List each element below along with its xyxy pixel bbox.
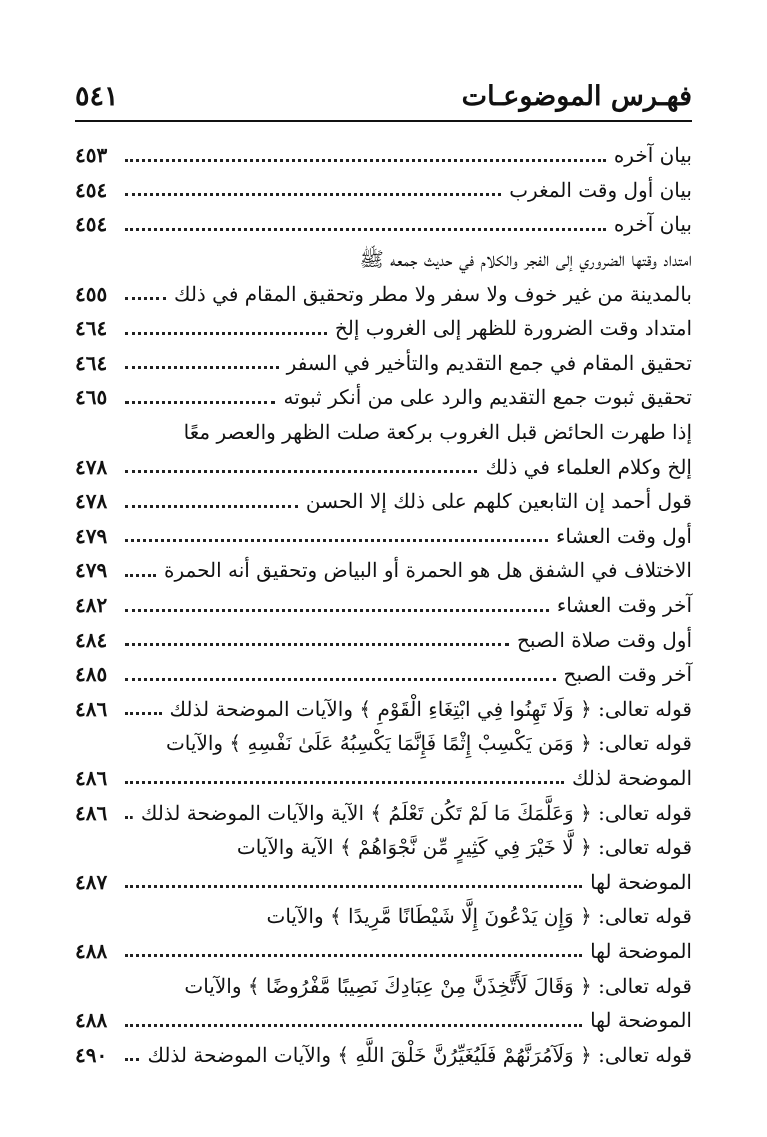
dot-leader: [125, 332, 327, 335]
entry-title: الاختلاف في الشفق هل هو الحمرة أو البياض وتحقيق أنه الحمرة: [164, 558, 692, 583]
dot-leader: [125, 1024, 582, 1027]
dot-leader: [125, 643, 509, 646]
index-entry: [75, 173, 692, 208]
entry-page-number: ٤٨٦: [75, 696, 108, 721]
index-entry: [75, 138, 692, 173]
entry-page-number: ٤٨٤: [75, 627, 108, 652]
index-entry: [75, 657, 692, 692]
entry-title: قوله تعالى: ﴿ وَإِن يَدْعُونَ إِلَّا شَيْطَانًا مَّرِيدًا ﴾ والآيات: [266, 904, 692, 929]
index-entry: [75, 415, 692, 450]
entry-page-number: ٤٦٤: [75, 350, 108, 375]
dot-leader: [125, 816, 133, 819]
entry-title: الموضحة لها: [590, 869, 692, 894]
index-entry: [75, 899, 692, 934]
dot-leader: [125, 574, 156, 577]
entry-page-number: ٤٦٥: [75, 385, 108, 410]
entry-title: قوله تعالى: ﴿ وَلَآمُرَنَّهُمْ فَلَيُغَيِّرُنَّ خَلْقَ اللَّهِ ﴾ والآيات الموضحة لذلك: [147, 1042, 692, 1067]
entry-page-number: ٤٥٣: [75, 143, 108, 168]
dot-leader: [125, 193, 501, 196]
index-entry: [75, 1037, 692, 1072]
dot-leader: [125, 228, 606, 231]
dot-leader: [125, 401, 275, 404]
index-entry: [75, 830, 692, 865]
entry-page-number: ٤٧٩: [75, 523, 108, 548]
dot-leader: [125, 712, 162, 715]
index-entry: [75, 207, 692, 242]
entry-title: الموضحة لذلك: [571, 765, 692, 790]
entry-title: قوله تعالى: ﴿ وَلَا تَهِنُوا فِي ابْتِغَاءِ الْقَوْمِ ﴾ والآيات الموضحة لذلك: [169, 696, 692, 721]
entry-title: امتداد وقتها الضروري إلى الفجر والكلام في حديث جمعه ﷺ: [359, 247, 692, 272]
index-entry: [75, 934, 692, 969]
entry-page-number: ٤٥٤: [75, 212, 108, 237]
index-entry: [75, 726, 692, 761]
index-entry: [75, 692, 692, 727]
index-entry: [75, 311, 692, 346]
dot-leader: [125, 1058, 139, 1061]
index-entry: [75, 242, 692, 277]
entry-page-number: ٤٧٩: [75, 558, 108, 583]
dot-leader: [125, 781, 564, 784]
entry-page-number: ٤٦٤: [75, 316, 108, 341]
entry-title: آخر وقت العشاء: [556, 593, 692, 618]
entry-title: قول أحمد إن التابعين كلهم على ذلك إلا الحسن: [305, 489, 692, 514]
entry-page-number: ٤٥٤: [75, 177, 108, 202]
entry-title: آخر وقت الصبح: [563, 662, 692, 687]
index-entry: [75, 1003, 692, 1038]
index-entry: [75, 795, 692, 830]
index-entry: [75, 519, 692, 554]
entry-title: بالمدينة من غير خوف ولا سفر ولا مطر وتحقيق المقام في ذلك: [173, 281, 692, 306]
entry-page-number: ٤٧٨: [75, 489, 108, 514]
dot-leader: [125, 678, 556, 681]
index-entry: [75, 864, 692, 899]
entry-page-number: ٤٩٠: [75, 1042, 108, 1067]
dot-leader: [125, 954, 582, 957]
page-header: [75, 78, 692, 114]
entry-page-number: ٤٨٨: [75, 938, 108, 963]
entry-title: الموضحة لها: [590, 1008, 692, 1033]
entry-title: بيان آخره: [613, 212, 692, 237]
index-entry: [75, 761, 692, 796]
entry-title: الموضحة لها: [590, 938, 692, 963]
entry-title: إذا طهرت الحائض قبل الغروب بركعة صلت الظهر والعصر معًا: [183, 420, 692, 445]
entry-title: تحقيق ثبوت جمع التقديم والرد على من أنكر ثبوته: [283, 385, 692, 410]
index-entry: [75, 449, 692, 484]
index-entry: [75, 346, 692, 381]
index-entry: [75, 484, 692, 519]
dot-leader: [125, 366, 279, 369]
index-entry: [75, 553, 692, 588]
index-entry: [75, 276, 692, 311]
dot-leader: [125, 885, 582, 888]
dot-leader: [125, 539, 548, 542]
page-title: فهـرس الموضوعـات: [461, 80, 692, 112]
entry-page-number: ٤٨٧: [75, 869, 108, 894]
entry-title: تحقيق المقام في جمع التقديم والتأخير في السفر: [286, 350, 692, 375]
entry-page-number: ٤٧٨: [75, 454, 108, 479]
entry-page-number: ٤٨٦: [75, 765, 108, 790]
entry-title: إلخ وكلام العلماء في ذلك: [485, 454, 692, 479]
index-entry: [75, 622, 692, 657]
entry-title: قوله تعالى: ﴿ لَّا خَيْرَ فِي كَثِيرٍ مِّن نَّجْوَاهُمْ ﴾ الآية والآيات: [236, 835, 692, 860]
dot-leader: [125, 505, 298, 508]
index-entry: [75, 588, 692, 623]
index-entry: [75, 968, 692, 1003]
entry-title: قوله تعالى: ﴿ وَعَلَّمَكَ مَا لَمْ تَكُن تَعْلَمُ ﴾ الآية والآيات الموضحة لذلك: [140, 800, 692, 825]
entry-page-number: ٤٨٨: [75, 1008, 108, 1033]
entry-title: قوله تعالى: ﴿ وَقَالَ لَأَتَّخِذَنَّ مِنْ عِبَادِكَ نَصِيبًا مَّفْرُوضًا ﴾ والآيات: [184, 973, 692, 998]
entry-title: امتداد وقت الضرورة للظهر إلى الغروب إلخ: [334, 316, 692, 341]
entry-page-number: ٤٥٥: [75, 281, 108, 306]
entry-title: أول وقت صلاة الصبح: [516, 627, 692, 652]
entry-page-number: ٤٨٥: [75, 662, 108, 687]
entry-page-number: ٤٨٦: [75, 800, 108, 825]
dot-leader: [125, 297, 166, 300]
entry-title: قوله تعالى: ﴿ وَمَن يَكْسِبْ إِثْمًا فَإِنَّمَا يَكْسِبُهُ عَلَىٰ نَفْسِهِ ﴾ والآيات: [165, 731, 692, 756]
dot-leader: [125, 609, 549, 612]
header-divider: [75, 120, 692, 122]
entry-page-number: ٤٨٢: [75, 593, 108, 618]
dot-leader: [125, 470, 477, 473]
entry-title: بيان أول وقت المغرب: [509, 177, 692, 202]
entry-title: أول وقت العشاء: [556, 523, 692, 548]
page-number: ٥٤١: [75, 80, 119, 112]
index-entry: [75, 380, 692, 415]
entry-title: بيان آخره: [613, 143, 692, 168]
dot-leader: [125, 159, 606, 162]
index-entries: [75, 138, 692, 1072]
